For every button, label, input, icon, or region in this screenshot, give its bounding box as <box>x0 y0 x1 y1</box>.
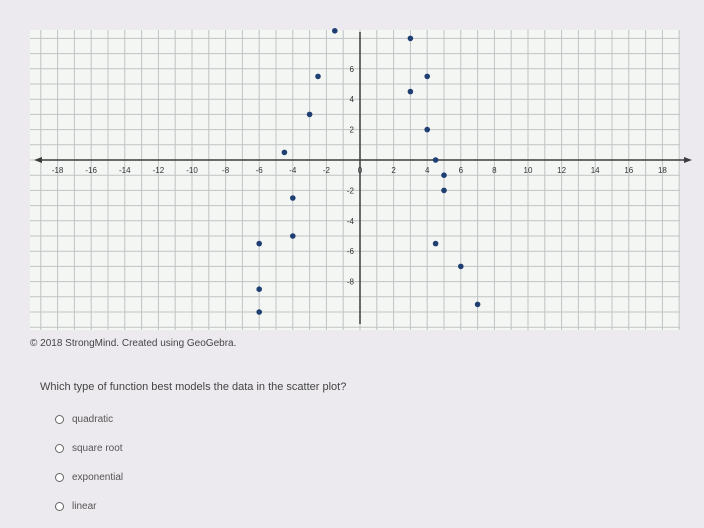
data-point <box>256 309 262 315</box>
y-tick-label: -2 <box>346 186 354 196</box>
x-tick-label: 16 <box>624 166 634 175</box>
x-tick-label: -2 <box>322 166 330 175</box>
x-tick-label: 14 <box>590 166 600 175</box>
x-tick-label: -18 <box>51 166 64 175</box>
x-tick-label: -10 <box>186 166 198 175</box>
radio-button-icon[interactable] <box>55 444 64 453</box>
data-point <box>256 241 262 247</box>
data-point <box>441 172 447 178</box>
option-square-root[interactable] <box>55 441 123 455</box>
option-linear[interactable] <box>55 499 123 513</box>
data-point <box>458 264 464 270</box>
y-tick-label: -6 <box>346 247 354 257</box>
data-point <box>282 150 288 156</box>
x-tick-label: -6 <box>255 166 263 175</box>
x-tick-label: -4 <box>289 166 297 175</box>
x-tick-label: 6 <box>458 166 464 175</box>
data-point <box>408 89 414 95</box>
y-tick-label: -4 <box>346 216 354 226</box>
data-point <box>256 286 262 292</box>
data-point <box>315 74 321 80</box>
data-point <box>433 241 439 247</box>
x-tick-label: 2 <box>391 166 396 175</box>
x-tick-label: -16 <box>85 166 97 175</box>
x-tick-label: -8 <box>222 166 230 175</box>
x-tick-label: 8 <box>492 166 497 175</box>
data-point <box>424 127 430 133</box>
option-label: quadratic <box>72 413 114 425</box>
y-tick-label: 6 <box>349 64 354 74</box>
y-tick-label: 2 <box>349 125 354 135</box>
x-tick-label: -14 <box>119 166 131 175</box>
x-tick-label: 10 <box>523 166 533 175</box>
data-point <box>408 36 414 42</box>
x-tick-label: 0 <box>357 166 363 175</box>
radio-button-icon[interactable] <box>55 473 64 482</box>
credit-text: © 2018 StrongMind. Created using GeoGebra. <box>30 338 237 349</box>
question-text: Which type of function best models the data in the scatter plot? <box>40 381 347 393</box>
x-tick-label: 12 <box>557 166 567 175</box>
data-point <box>433 157 439 163</box>
x-tick-label: 18 <box>657 166 667 175</box>
option-label: linear <box>72 500 97 512</box>
x-tick-label: -12 <box>152 166 165 175</box>
x-tick-label: 4 <box>424 166 430 175</box>
radio-button-icon[interactable] <box>55 415 64 424</box>
data-point <box>475 302 481 308</box>
x-axis-arrow-right-icon <box>684 157 692 163</box>
data-point <box>332 28 338 34</box>
data-point <box>441 188 447 194</box>
answer-options <box>55 412 123 528</box>
option-label: square root <box>72 442 123 454</box>
data-point <box>290 195 296 201</box>
plot-background <box>30 30 680 330</box>
y-tick-label: -8 <box>346 277 354 287</box>
option-quadratic[interactable] <box>55 412 123 426</box>
radio-button-icon[interactable] <box>55 502 64 511</box>
option-label: exponential <box>72 471 124 483</box>
y-tick-label: 4 <box>349 95 354 105</box>
data-point <box>290 233 296 239</box>
data-point <box>307 112 313 118</box>
data-point <box>424 74 430 80</box>
option-exponential[interactable] <box>55 470 123 484</box>
